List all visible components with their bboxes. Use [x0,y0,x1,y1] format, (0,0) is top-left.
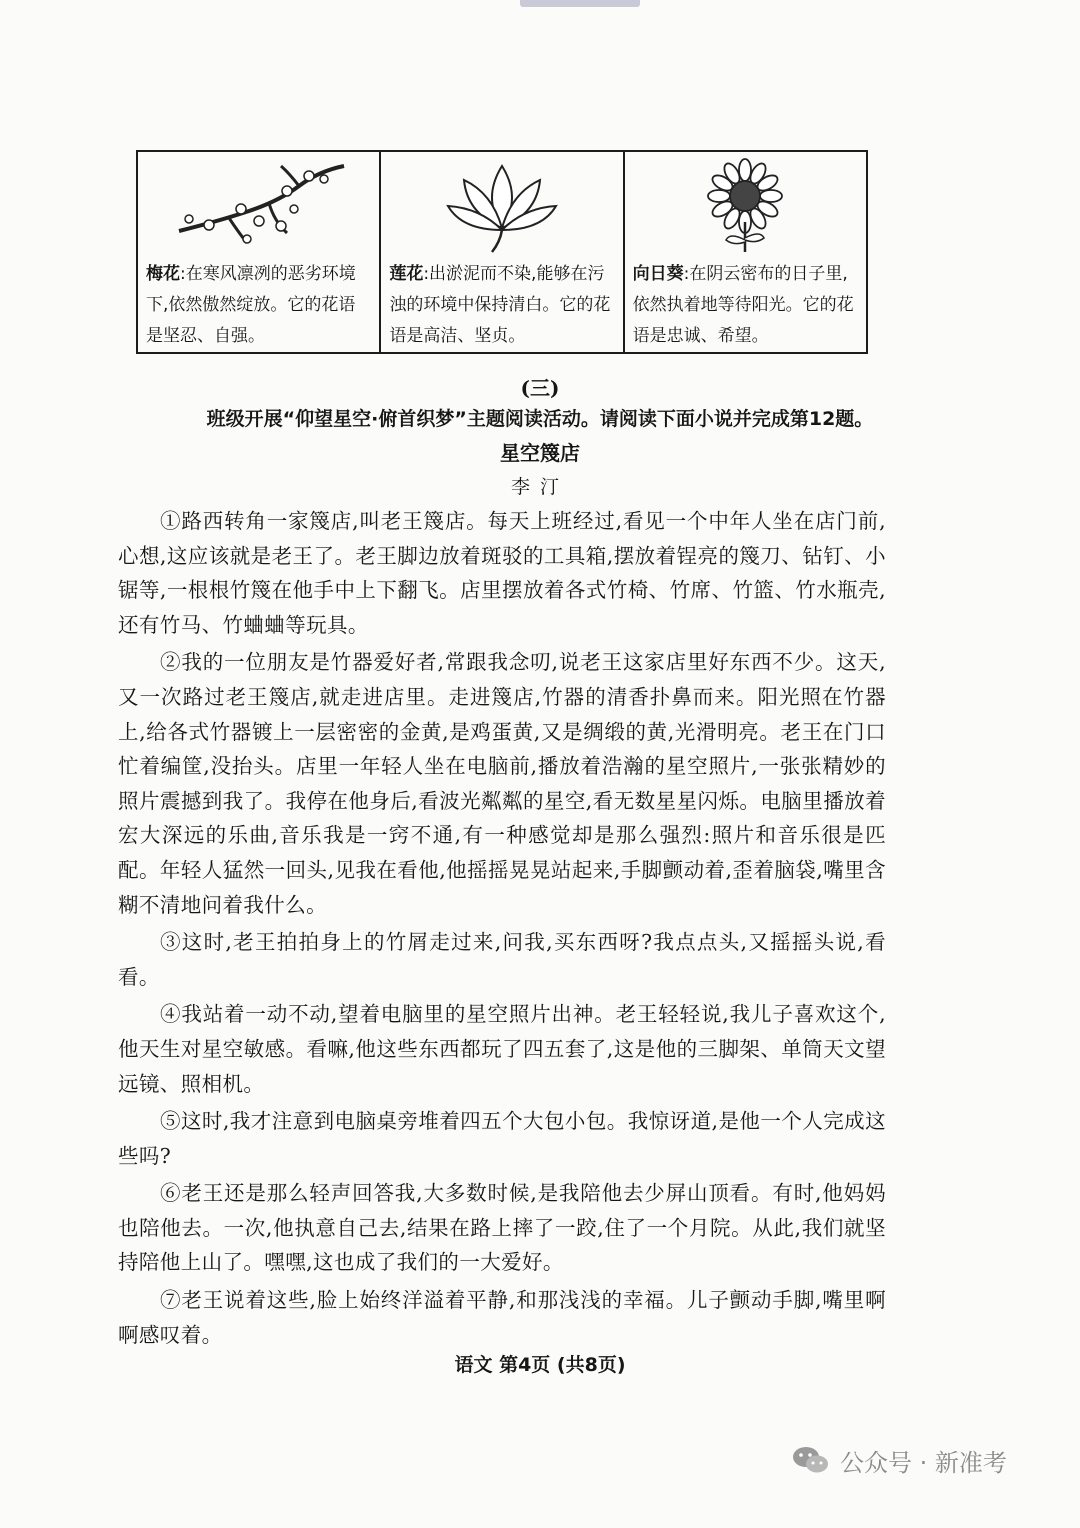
story-body [118,504,886,1355]
activity-intro: 班级开展“仰望星空·俯首织梦”主题阅读活动。请阅读下面小说并完成第12题。 [206,408,874,430]
flower-desc-plum: :在寒风凛冽的恶劣环境下,依然傲然绽放。它的花语是坚忍、自强。 [146,264,356,346]
flower-cell-plum [138,152,381,352]
wechat-icon [792,1445,830,1475]
flower-name-lotus: 莲花 [389,264,424,284]
flower-name-sunflower: 向日葵 [632,264,684,284]
lotus-icon [442,158,562,254]
flower-cell-sunflower [625,152,866,352]
flower-desc-lotus: :出淤泥而不染,能够在污浊的环境中保持清白。它的花语是高洁、坚贞。 [389,264,611,346]
flower-cell-lotus [381,152,624,352]
paragraph-3: ③这时,老王拍拍身上的竹屑走过来,问我,买东西呀?我点点头,又摇摇头说,看看。 [118,930,886,989]
wechat-watermark [792,1440,1007,1480]
paragraph-4: ④我站着一动不动,望着电脑里的星空照片出神。老王轻轻说,我儿子喜欢这个,他天生对星空敏感。看嘛,他这些东西都玩了四五套了,这是他的三脚架、单筒天文望远镜、照相机。 [118,1002,886,1096]
section-number: (三) [520,376,560,400]
story-title: 星空篾店 [500,441,580,465]
paragraph-7: ⑦老王说着这些,脸上始终洋溢着平静,和那浅浅的幸福。儿子颤动手脚,嘴里啊啊感叹着。 [118,1288,886,1347]
watermark-text: 公众号 · 新准考 [840,1448,1007,1477]
paragraph-5: ⑤这时,我才注意到电脑桌旁堆着四五个大包小包。我惊讶道,是他一个人完成这些吗? [118,1109,886,1168]
sunflower-icon [700,158,790,254]
flower-desc-sunflower: :在阴云密布的日子里,依然执着地等待阳光。它的花语是忠诚、希望。 [632,264,854,346]
page-footer: 语文 第4页 (共8页) [454,1354,626,1376]
flower-table [136,150,868,354]
paragraph-6: ⑥老王还是那么轻声回答我,大多数时候,是我陪他去少屏山顶看。有时,他妈妈也陪他去。一次,他执意自己去,结果在路上摔了一跤,住了一个月院。从此,我们就坚持陪他上山了。嘿嘿,这也成了我们的一大爱好。 [118,1181,886,1275]
paragraph-1: ①路西转角一家篾店,叫老王篾店。每天上班经过,看见一个中年人坐在店门前,心想,这应该就是老王了。老王脚边放着斑驳的工具箱,摆放着锃亮的篾刀、钻钉、小锯等,一根根竹篾在他手中上下翻飞。店里摆放着各式竹椅、竹席、竹篮、竹水瓶壳,还有竹马、竹蛐蛐等玩具。 [118,509,886,637]
scan-edge-strip [520,0,640,7]
story-author: 李汀 [510,476,569,498]
flower-name-plum: 梅花 [146,264,180,284]
paragraph-2: ②我的一位朋友是竹器爱好者,常跟我念叨,说老王这家店里好东西不少。这天,又一次路过老王篾店,就走进店里。走进篾店,竹器的清香扑鼻而来。阳光照在竹器上,给各式竹器镀上一层密密的金黄,是鸡蛋黄,又是绸缎的黄,光滑明亮。老王在门口忙着编筐,没抬头。店里一年轻人坐在电脑前,播放着浩瀚的星空照片,一张张精妙的照片震撼到我了。我停在他身后,看波光粼粼的星空,看无数星星闪烁。电脑里播放着宏大深远的乐曲,音乐我是一窍不通,有一种感觉却是那么强烈:照片和音乐很是匹配。年轻人猛然一回头,见我在看他,他摇摇晃晃站起来,手脚颤动着,歪着脑袋,嘴里含糊不清地问着我什么。 [118,650,886,917]
plum-blossom-icon [169,161,349,251]
